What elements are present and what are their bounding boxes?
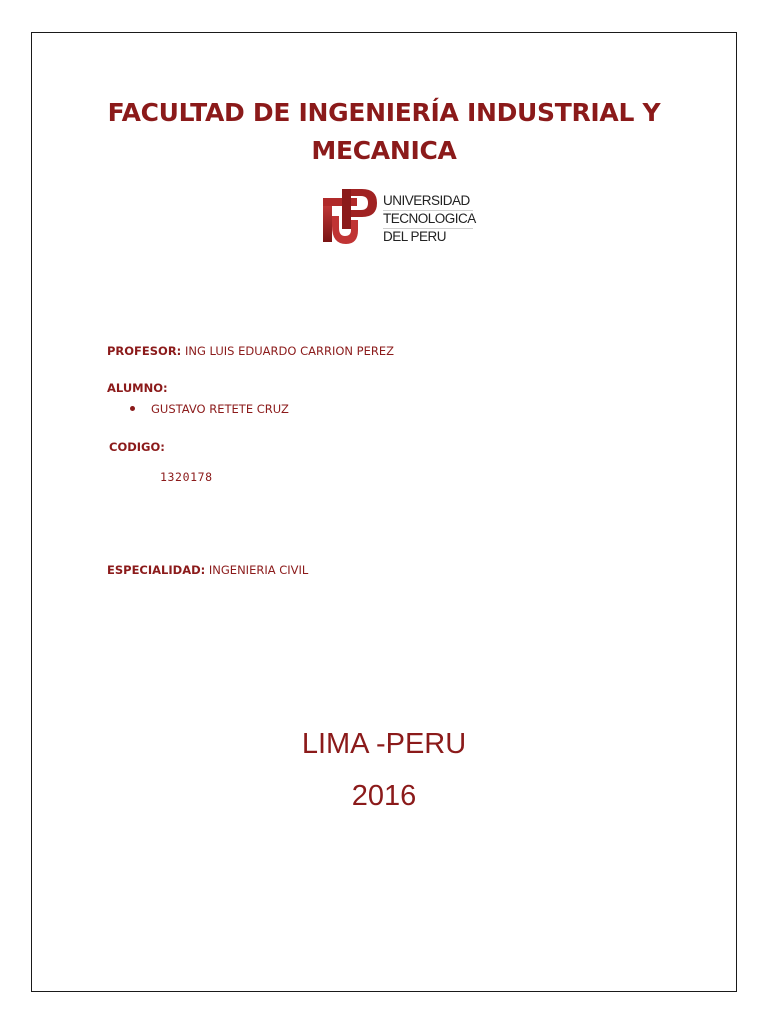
profesor-value: ING LUIS EDUARDO CARRION PEREZ — [181, 344, 394, 358]
profesor-field — [107, 344, 394, 358]
alumno-name: GUSTAVO RETETE CRUZ — [151, 402, 289, 416]
codigo-value: 1320178 — [160, 470, 213, 484]
bullet-icon — [130, 406, 135, 411]
codigo-field — [109, 440, 165, 454]
codigo-label: CODIGO: — [109, 440, 165, 454]
page-border-frame — [31, 32, 737, 992]
logo-line-3: DEL PERU — [383, 229, 447, 244]
university-name — [383, 193, 476, 245]
faculty-title-line-2: MECANICA — [311, 136, 457, 165]
especialidad-field — [107, 563, 308, 577]
faculty-title-line-1: FACULTAD DE INGENIERÍA INDUSTRIAL Y — [107, 98, 661, 127]
logo-line-2: TECNOLOGICA — [383, 211, 476, 226]
logo-line-1: UNIVERSIDAD — [383, 193, 470, 208]
city-text: LIMA -PERU — [301, 728, 467, 760]
alumno-list-item — [130, 402, 289, 416]
especialidad-label: ESPECIALIDAD: — [107, 563, 206, 577]
university-logo — [320, 186, 480, 248]
year-text: 2016 — [351, 780, 417, 812]
alumno-field — [107, 381, 168, 395]
profesor-label: PROFESOR: — [107, 344, 182, 358]
utp-emblem-icon — [320, 186, 380, 248]
faculty-title — [31, 94, 737, 170]
alumno-label: ALUMNO: — [107, 381, 168, 395]
especialidad-value: INGENIERIA CIVIL — [205, 563, 309, 577]
